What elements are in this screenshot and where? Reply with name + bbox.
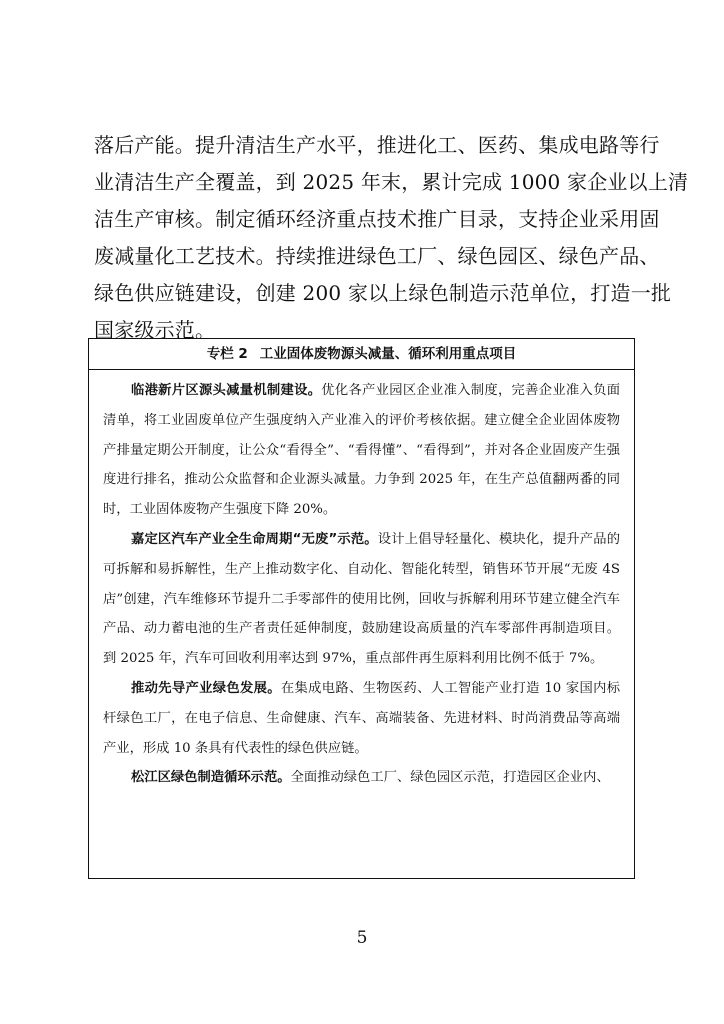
intro-line: 国家级示范。 bbox=[94, 318, 216, 342]
feature-box bbox=[88, 338, 635, 879]
project-item bbox=[103, 376, 620, 525]
project-description: 设计上倡导轻量化、模块化，提升产品的可拆解和易拆解性，生产上推动数字化、自动化、智能化转型，销售环节开展“无废 4S 店”创建，汽车维修环节提升二手零部件的使用比例，回收与拆解利用环节建立健全汽车产品、动力蓄电池的生产者责任延伸制度，鼓励建设高质量的汽车零部件再制造项目。到 2025 年，汽车可回收利用率达到 97%，重点部件再生原料利用比例不低于 7%。 bbox=[103, 531, 621, 667]
project-title: 推动先导产业绿色发展。 bbox=[131, 680, 281, 696]
project-description: 在集成电路、生物医药、人工智能产业打造 10 家国内标杆绿色工厂，在电子信息、生命健康、汽车、高端装备、先进材料、时尚消费品等高端产业，形成 10 条具有代表性的绿色供应链。 bbox=[103, 680, 620, 756]
intro-line: 落后产能。提升清洁生产水平，推进化工、医药、集成电路等行 bbox=[94, 133, 660, 157]
project-description: 全面推动绿色工厂、绿色园区示范，打造园区企业内、 bbox=[290, 770, 610, 786]
intro-paragraph bbox=[94, 127, 689, 349]
feature-box-body bbox=[89, 370, 634, 793]
intro-line: 洁生产审核。制定循环经济重点技术推广目录，支持企业采用固 bbox=[94, 207, 660, 231]
project-item bbox=[103, 525, 620, 674]
feature-box-title bbox=[89, 339, 634, 370]
intro-line: 废减量化工艺技术。持续推进绿色工厂、绿色园区、绿色产品、 bbox=[94, 244, 660, 268]
intro-line: 绿色供应链建设，创建 200 家以上绿色制造示范单位，打造一批 bbox=[94, 281, 672, 305]
feature-box-heading: 工业固体废物源头减量、循环利用重点项目 bbox=[259, 346, 517, 362]
project-description: 优化各产业园区企业准入制度，完善企业准入负面清单，将工业固废单位产生强度纳入产业准入的评价考核依据。建立健全企业固体废物产排量定期公开制度，让公众“看得全”、“看得懂”、“看得到”，并对各企业固废产生强度进行排名，推动公众监督和企业源头减量。力争到 2025 年，在生产总值翻两番的同时，工业固体废物产生强度下降 20%。 bbox=[103, 383, 620, 518]
project-item bbox=[103, 763, 620, 793]
intro-line: 业清洁生产全覆盖，到 2025 年末，累计完成 1000 家企业以上清 bbox=[94, 170, 689, 194]
page-number: 5 bbox=[356, 928, 368, 948]
project-title: 临港新片区源头减量机制建设。 bbox=[131, 383, 322, 398]
feature-box-number: 专栏 2 bbox=[206, 346, 248, 362]
project-item bbox=[103, 674, 620, 763]
project-title: 松江区绿色制造循环示范。 bbox=[131, 770, 291, 786]
project-title: 嘉定区汽车产业全生命周期“无废”示范。 bbox=[131, 531, 378, 547]
